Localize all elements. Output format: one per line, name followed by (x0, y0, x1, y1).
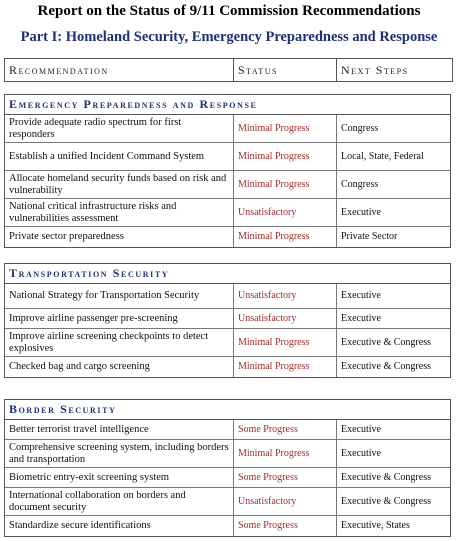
recommendation-cell: Private sector preparedness (5, 227, 234, 247)
table-row (5, 468, 450, 488)
section-heading: Emergency Preparedness and Response (5, 95, 450, 115)
status-cell: Minimal Progress (234, 329, 337, 356)
recommendation-cell: Improve airline passenger pre-screening (5, 309, 234, 328)
next-steps-cell: Local, State, Federal (341, 150, 424, 162)
table-row (5, 357, 450, 377)
recommendation-cell: Checked bag and cargo screening (5, 357, 234, 377)
status-cell: Unsatisfactory (234, 309, 337, 328)
recommendation-cell: Establish a unified Incident Command System (5, 143, 234, 170)
status-cell: Unsatisfactory (234, 199, 337, 226)
next-steps-cell: Executive (341, 423, 381, 435)
table-row (5, 143, 450, 171)
table-row (5, 309, 450, 329)
next-steps-cell: Executive & Congress (341, 495, 431, 507)
status-cell: Unsatisfactory (234, 488, 337, 515)
column-header-recommendation: Recommendation (5, 59, 234, 81)
next-steps-cell: Private Sector (341, 231, 398, 242)
status-cell: Minimal Progress (234, 115, 337, 142)
status-cell: Minimal Progress (234, 227, 337, 247)
report-title: Report on the Status of 9/11 Commission Recommendations (37, 3, 421, 19)
table-row (5, 199, 450, 227)
recommendation-cell: Comprehensive screening system, including borders and transportation (5, 440, 234, 467)
table-row (5, 488, 450, 516)
table-row (5, 284, 450, 309)
recommendation-cell: Better terrorist travel intelligence (5, 420, 234, 439)
table-header (4, 58, 453, 82)
next-steps-cell: Executive (341, 312, 381, 324)
next-steps-cell: Executive & Congress (341, 361, 431, 372)
table-row (5, 440, 450, 468)
table-row (5, 420, 450, 440)
next-steps-cell: Executive, States (341, 520, 410, 531)
recommendation-cell: Standardize secure identifications (5, 516, 234, 536)
status-cell: Some Progress (234, 420, 337, 439)
recommendation-cell: International collaboration on borders and document security (5, 488, 234, 515)
section-transportation-security (4, 263, 451, 378)
recommendation-cell: National critical infrastructure risks and vulnerabilities assessment (5, 199, 234, 226)
status-cell: Minimal Progress (234, 440, 337, 467)
recommendation-cell: Biometric entry-exit screening system (5, 468, 234, 487)
next-steps-cell: Executive (341, 290, 381, 301)
next-steps-cell: Executive & Congress (341, 336, 431, 348)
status-cell: Minimal Progress (234, 357, 337, 377)
table-row (5, 227, 450, 247)
status-cell: Unsatisfactory (234, 284, 337, 308)
table-row (5, 516, 450, 536)
next-steps-cell: Executive (341, 447, 381, 459)
section-border-security (4, 399, 451, 537)
recommendation-cell: Improve airline screening checkpoints to detect explosives (5, 329, 234, 356)
status-cell: Some Progress (234, 468, 337, 487)
table-row (5, 115, 450, 143)
table-row (5, 329, 450, 357)
recommendation-cell: National Strategy for Transportation Security (5, 284, 234, 308)
next-steps-cell: Congress (341, 122, 379, 134)
column-header-status: Status (234, 59, 337, 81)
status-cell: Minimal Progress (234, 143, 337, 170)
recommendation-cell: Provide adequate radio spectrum for first responders (5, 115, 234, 142)
section-heading: Transportation Security (5, 264, 450, 284)
column-header-next-steps: Next Steps (341, 62, 409, 77)
table-row (5, 171, 450, 199)
recommendation-cell: Allocate homeland security funds based on risk and vulnerability (5, 171, 234, 198)
next-steps-cell: Executive & Congress (341, 471, 431, 483)
section-heading: Border Security (5, 400, 450, 420)
report-subtitle: Part I: Homeland Security, Emergency Preparedness and Response (20, 29, 438, 45)
section-emergency-preparedness (4, 94, 451, 248)
status-cell: Minimal Progress (234, 171, 337, 198)
next-steps-cell: Executive (341, 206, 381, 218)
status-cell: Some Progress (234, 516, 337, 536)
next-steps-cell: Congress (341, 178, 379, 190)
